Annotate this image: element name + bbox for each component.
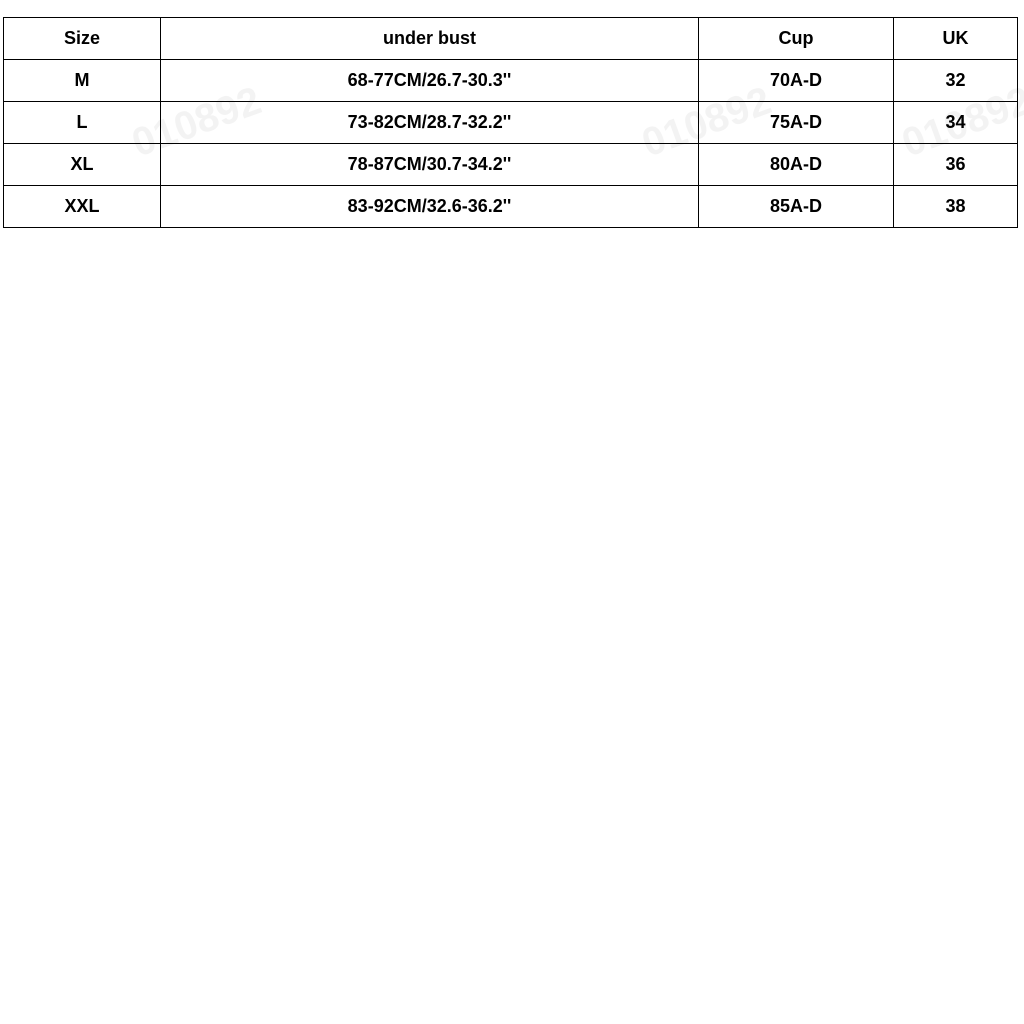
- cell-cup: 85A-D: [699, 186, 894, 228]
- cell-cup: 75A-D: [699, 102, 894, 144]
- table-row: [4, 144, 1018, 186]
- cell-under-bust: 73-82CM/28.7-32.2'': [161, 102, 699, 144]
- cell-uk: 36: [894, 144, 1018, 186]
- header-under-bust: under bust: [161, 18, 699, 60]
- cell-size: XXL: [4, 186, 161, 228]
- table-row: [4, 102, 1018, 144]
- cell-under-bust: 78-87CM/30.7-34.2'': [161, 144, 699, 186]
- size-chart-table: [3, 17, 1018, 228]
- header-size: Size: [4, 18, 161, 60]
- header-uk: UK: [894, 18, 1018, 60]
- cell-size: L: [4, 102, 161, 144]
- table-row: [4, 186, 1018, 228]
- cell-uk: 38: [894, 186, 1018, 228]
- cell-uk: 32: [894, 60, 1018, 102]
- header-cup: Cup: [699, 18, 894, 60]
- cell-size: XL: [4, 144, 161, 186]
- cell-cup: 80A-D: [699, 144, 894, 186]
- cell-size: M: [4, 60, 161, 102]
- cell-under-bust: 83-92CM/32.6-36.2'': [161, 186, 699, 228]
- cell-cup: 70A-D: [699, 60, 894, 102]
- cell-under-bust: 68-77CM/26.7-30.3'': [161, 60, 699, 102]
- table-header-row: [4, 18, 1018, 60]
- cell-uk: 34: [894, 102, 1018, 144]
- table-row: [4, 60, 1018, 102]
